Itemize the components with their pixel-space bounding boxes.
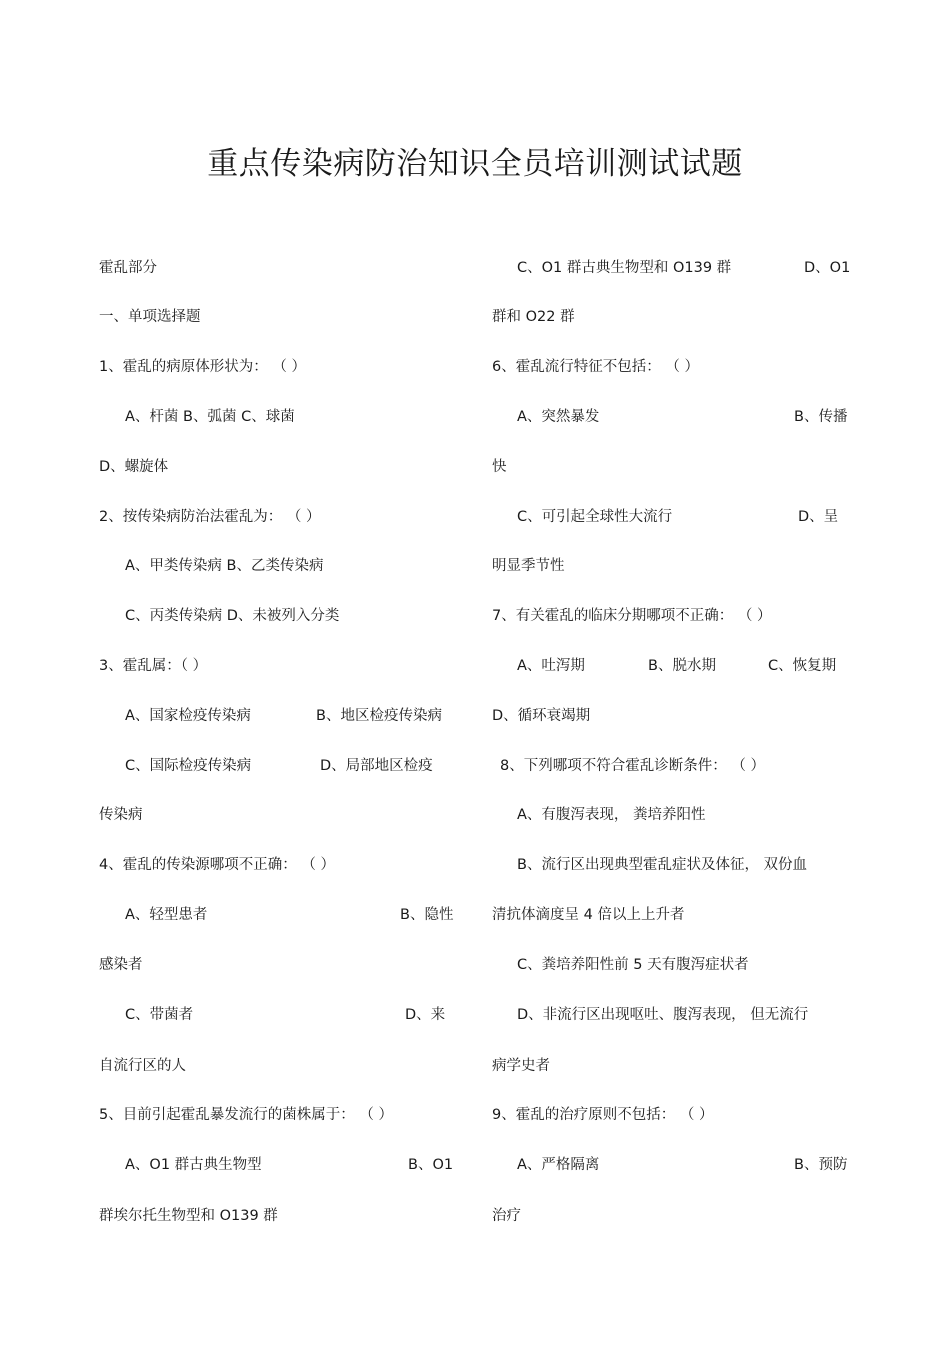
question-8-option-c: C、粪培养阳性前 5 天有腹泻症状者 (517, 957, 749, 973)
question-1: 1、霍乱的病原体形状为： （ ） (99, 359, 306, 375)
question-6-option-b-cont: 快 (492, 459, 507, 475)
question-4-option-d: D、来 (405, 1007, 446, 1023)
page-title: 重点传染病防治知识全员培训测试试题 (207, 146, 743, 182)
question-5-option-c: C、O1 群古典生物型和 O139 群 (517, 260, 732, 276)
question-8-option-d: D、非流行区出现呕吐、腹泻表现， 但无流行 (517, 1007, 809, 1023)
question-7: 7、有关霍乱的临床分期哪项不正确： （ ） (492, 608, 772, 624)
question-1-option-d: D、螺旋体 (99, 459, 169, 475)
question-4-option-a: A、轻型患者 (125, 907, 208, 923)
question-3-option-b: B、地区检疫传染病 (316, 708, 442, 724)
question-4-option-b-cont: 感染者 (99, 957, 143, 973)
question-5-option-b-cont: 群埃尔托生物型和 O139 群 (99, 1208, 278, 1224)
question-4-option-d-cont: 自流行区的人 (99, 1058, 186, 1074)
question-3: 3、霍乱属：（ ） (99, 658, 208, 674)
question-type-heading: 一、单项选择题 (99, 309, 201, 325)
question-9: 9、霍乱的治疗原则不包括： （ ） (492, 1107, 714, 1123)
question-7-option-b: B、脱水期 (648, 658, 716, 674)
question-4-option-b: B、隐性 (400, 907, 454, 923)
question-3-option-d-cont: 传染病 (99, 807, 143, 823)
question-6: 6、霍乱流行特征不包括： （ ） (492, 359, 699, 375)
question-6-option-d-cont: 明显季节性 (492, 558, 565, 574)
question-8-option-b: B、流行区出现典型霍乱症状及体征， 双份血 (517, 857, 808, 873)
question-3-option-d: D、局部地区检疫 (320, 758, 433, 774)
question-1-options: A、杆菌 B、弧菌 C、球菌 (125, 409, 295, 425)
question-6-option-a: A、突然暴发 (517, 409, 600, 425)
question-3-option-c: C、国际检疫传染病 (125, 758, 252, 774)
question-4: 4、霍乱的传染源哪项不正确： （ ） (99, 857, 335, 873)
question-6-option-c: C、可引起全球性大流行 (517, 509, 673, 525)
question-2-options-cd: C、丙类传染病 D、未被列入分类 (125, 608, 340, 624)
question-7-option-d: D、循环衰竭期 (492, 708, 591, 724)
question-8-option-b-cont: 清抗体滴度呈 4 倍以上上升者 (492, 907, 685, 923)
question-3-option-a: A、国家检疫传染病 (125, 708, 251, 724)
question-5-option-d-cont: 群和 O22 群 (492, 309, 575, 325)
question-5-option-a: A、O1 群古典生物型 (125, 1157, 262, 1173)
question-5-option-b: B、O1 (408, 1157, 454, 1173)
question-2-options-ab: A、甲类传染病 B、乙类传染病 (125, 558, 324, 574)
question-8-option-a: A、有腹泻表现， 粪培养阳性 (517, 807, 706, 823)
question-2: 2、按传染病防治法霍乱为： （ ） (99, 509, 321, 525)
section-heading: 霍乱部分 (99, 260, 157, 276)
question-7-option-c: C、恢复期 (768, 658, 837, 674)
question-5-option-d: D、O1 (804, 260, 851, 276)
question-4-option-c: C、带菌者 (125, 1007, 194, 1023)
question-6-option-d: D、呈 (798, 509, 839, 525)
question-9-option-b: B、预防 (794, 1157, 848, 1173)
question-7-option-a: A、吐泻期 (517, 658, 585, 674)
question-6-option-b: B、传播 (794, 409, 848, 425)
question-8-option-d-cont: 病学史者 (492, 1058, 550, 1074)
question-5: 5、目前引起霍乱暴发流行的菌株属于： （ ） (99, 1107, 393, 1123)
question-9-option-b-cont: 治疗 (492, 1208, 521, 1224)
question-9-option-a: A、严格隔离 (517, 1157, 600, 1173)
question-8: 8、下列哪项不符合霍乱诊断条件： （ ） (500, 758, 765, 774)
